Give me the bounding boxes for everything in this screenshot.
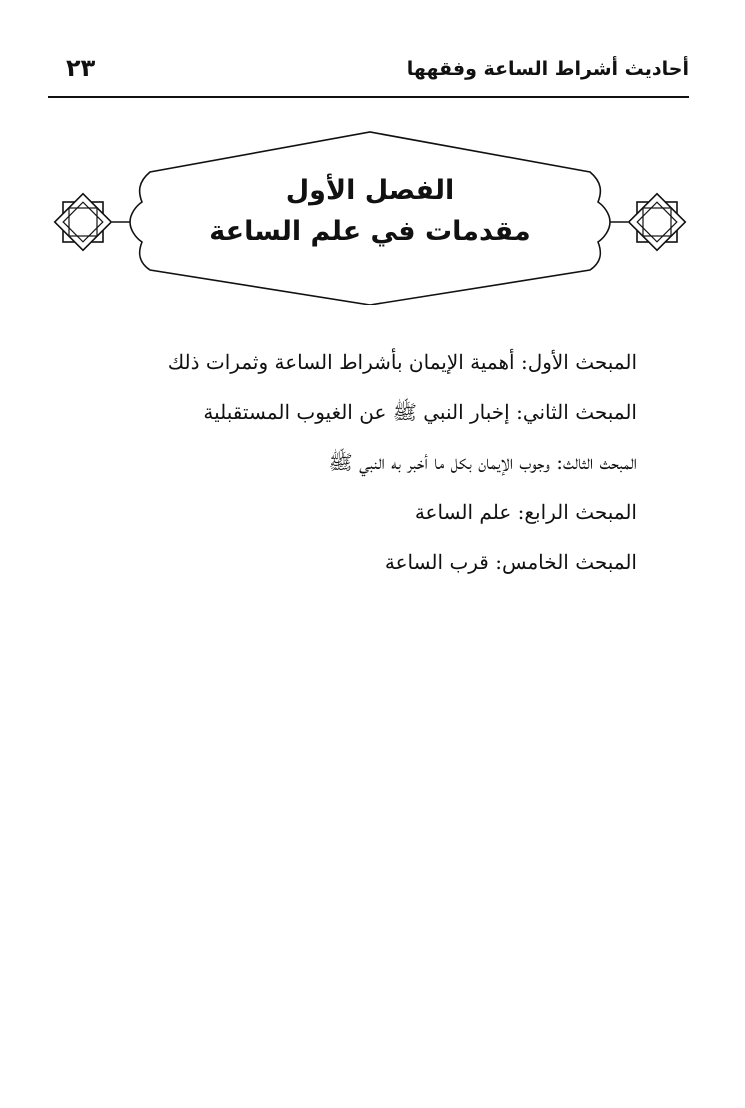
section-label: المبحث الأول: [520,350,637,374]
section-label: المبحث الثالث: [556,450,637,474]
section-title: علم الساعة [414,500,512,524]
section-item [117,540,637,590]
chapter-title: مقدمات في علم الساعة [209,216,531,247]
section-item [117,340,637,390]
book-title: أحاديث أشراط الساعة وفقهها [406,58,689,80]
section-label: المبحث الخامس: [495,550,637,574]
chapter-title-frame [50,130,690,305]
section-title: إخبار النبي ﷺ عن الغيوب المستقبلية [203,400,510,424]
eight-point-star-icon [629,194,686,251]
eight-point-star-icon [55,194,112,251]
section-title: وجوب الإيمان بكل ما أخبر به النبي ﷺ [328,450,550,474]
section-label: المبحث الرابع: [517,500,637,524]
page-number: ٢٣ [66,54,96,82]
section-title: أهمية الإيمان بأشراط الساعة وثمرات ذلك [167,350,515,374]
section-label: المبحث الثاني: [516,400,637,424]
section-list [117,340,637,590]
section-item [117,390,637,440]
section-item [117,490,637,540]
running-header [48,52,689,98]
section-item [117,440,637,490]
chapter-number: الفصل الأول [285,175,455,206]
section-title: قرب الساعة [384,550,489,574]
